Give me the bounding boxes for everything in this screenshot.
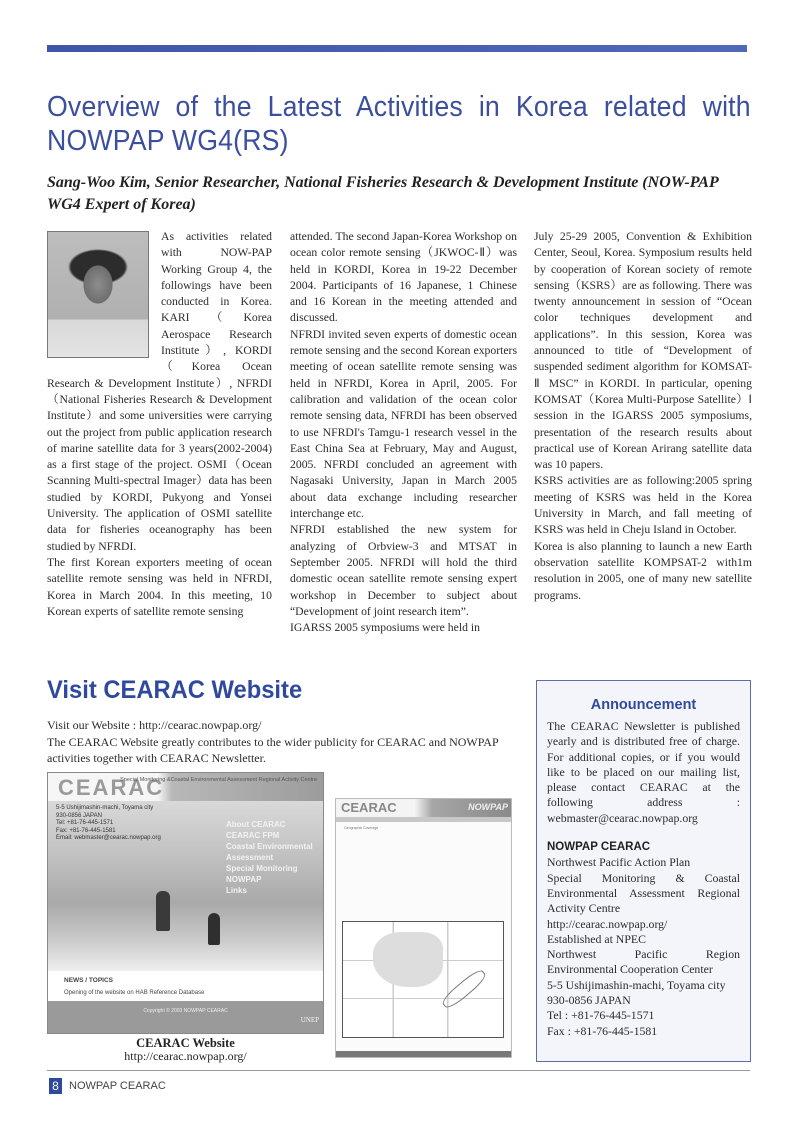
menu-item: NOWPAP: [226, 875, 262, 884]
screenshot-news: NEWS / TOPICS Opening of the website on HAB Reference Database: [64, 977, 205, 996]
article-paragraph: July 25-29 2005, Convention & Exhibition Center, Seoul, Korea. Symposium results held by cooperation of Korean society of remote sensing（KSRS）are as following. There was twenty announcement in session of “Ocean color techniques development and applications”. In this session, Korea was announced to title of “Development of suspended sediment algorithm for KOMSAT-Ⅱ MSC” in KORDI. In particular, opening KOMSAT（Korea Multi-Purpose Satellite）Ⅰ session in the IGARSS 2005 symposiums, presentation of the research results about practical use of Korean Arirang satellite data was 10 papers.: [534, 230, 752, 472]
article-column-2: [290, 229, 517, 636]
screenshot-header: [48, 773, 323, 801]
screenshot-footer: [336, 1051, 511, 1057]
screenshot-footer: Copyright © 2003 NOWPAP CEARAC UNEP: [48, 1001, 323, 1033]
screenshot-menu: [226, 819, 323, 896]
website-screenshot-map: [335, 798, 512, 1058]
visit-url-line: Visit our Website : http://cearac.nowpap.org/: [47, 718, 262, 732]
visit-text-line: The CEARAC Website greatly contributes to the wider publicity for CEARAC and NOWPAP activities together with CEARAC Newsletter.: [47, 734, 499, 765]
announcement-box: [536, 680, 751, 1062]
header-accent-bar: [47, 45, 747, 52]
organization-tel: Tel : +81-76-445-1571: [547, 1008, 655, 1023]
article-paragraph: attended. The second Japan-Korea Workshop on ocean color remote sensing（JKWOC-Ⅱ）was held in KORDI, Korea in 19-22 December 2004. Participants of 16 Japanese, 1 Chinese and 16 Korean in the meeting attended and discussed.: [290, 230, 517, 325]
publication-name: NOWPAP CEARAC: [69, 1080, 166, 1092]
cearac-logo: CEARAC: [341, 800, 397, 815]
organization-contact: NOWPAP CEARAC Northwest Pacific Action Plan Special Monitoring & Coastal Environmental Assessment Regional Activity Centre http://cearac.nowpap.org/ Established at NPEC Northwest Pacific Region Environmental Cooperation Center 5-5 Ushijimashin-machi, Toyama city 930-0856 JAPAN Tel : +81-76-445-1571 Fax : +81-76-445-1581: [547, 841, 740, 1038]
visit-section-title: Visit CEARAC Website: [47, 676, 303, 704]
map-landmass: [373, 932, 443, 987]
menu-item: CEARAC FPM: [226, 831, 280, 840]
nowpap-logo: NOWPAP: [468, 802, 508, 812]
article-paragraph: IGARSS 2005 symposiums were held in: [290, 621, 480, 635]
menu-item: Special Monitoring: [226, 864, 298, 873]
menu-item: Links: [226, 886, 247, 895]
organization-fax: Fax : +81-76-445-1581: [547, 1023, 658, 1038]
unep-logo: UNEP: [300, 1016, 319, 1024]
article-paragraph: KSRS activities are as following:2005 spring meeting of KSRS was held in the Korea University in March, and fall meeting of KSRS was held in Cheju Island in October.: [534, 474, 752, 537]
page-footer: [49, 1078, 166, 1094]
menu-item: Coastal Environmental Assessment: [226, 842, 313, 862]
visit-description: [47, 717, 517, 767]
region-map: [342, 921, 504, 1038]
organization-name: NOWPAP CEARAC: [547, 841, 651, 854]
footer-divider: [47, 1070, 750, 1071]
announcement-text: The CEARAC Newsletter is published yearly and is distributed free of charge. For additional copies, or if you would like to be placed on our mailing list, please contact CEARAC at the following address : webmaster@cearac.nowpap.org: [547, 719, 740, 825]
screenshot-header: [336, 799, 511, 817]
article-paragraph: Korea is also planning to launch a new Earth observation satellite KOMPSAT-2 with1m resolution in 2005, one of many new satellite programs.: [534, 539, 752, 602]
article-paragraph: The first Korean exporters meeting of ocean satellite remote sensing was held in NFRDI, Korea in March 2004. In this meeting, 10 Korean experts of satellite remote sensing: [47, 555, 272, 618]
article-paragraph: NFRDI established the new system for analyzing of Orbview-3 and MTSAT in September 2005. NFRDI will hold the third domestic ocean satellite remote sensing expert workshop in December to subject about “Development of joint research item”.: [290, 523, 517, 618]
screenshot-body: Geographic Coverage: [344, 826, 379, 830]
website-screenshot-home: [47, 772, 324, 1034]
announcement-title: Announcement: [590, 697, 697, 713]
screenshot-address: 5-5 Ushijimashin-machi, Toyama city 930-0856 JAPAN Tel: +81-76-445-1571 Fax: +81-76-445-1581 Email: webmaster@cearac.nowpap.org: [56, 805, 161, 841]
screenshot-caption: CEARAC Website http://cearac.nowpap.org/: [124, 1036, 247, 1063]
screenshot-hero-image: [48, 801, 323, 971]
cearac-tagline: Special Monitoring &Coastal Environmental Assessment Regional Activity Centre: [120, 777, 317, 783]
page-number: 8: [49, 1078, 62, 1094]
article-byline: Sang-Woo Kim, Senior Researcher, National Fisheries Research & Development Institute (NOW-PAP WG4 Expert of Korea): [47, 174, 719, 213]
article-column-1: [47, 229, 272, 620]
article-column-3: [534, 229, 752, 604]
article-title: Overview of the Latest Activities in Korea related with NOWPAP WG4(RS): [47, 91, 751, 157]
organization-url: http://cearac.nowpap.org/: [547, 916, 668, 931]
child-figure: [156, 891, 170, 931]
child-figure: [208, 913, 220, 945]
author-photo: [47, 231, 149, 358]
article-paragraph: NFRDI invited seven experts of domestic ocean remote sensing and the second Korean exporters meeting of ocean satellite remote sensing was held in NFRDI, Korea in April, 2005. For calibration and validation of the ocean color remote sensing data, NFRDI has been observed to use NFRDI's Tamgu-1 research vessel in the East China Sea at February, May and August, 2005. NFRDI concluded an agreement with Nagasaki University, Japan in March 2005 about data exchange including researcher interchange etc.: [290, 327, 517, 521]
article-paragraph: As activities related with NOW-PAP Working Group 4, the followings have been conducted in Korea. KARI（Korea Aerospace Research Institute）, KORDI（Korea Ocean Research & Development Institute）, NFRDI（National Fisheries Research & Development Institute）and some universities were carrying out the project from public application research of marine satellite data for 3 years(2002-2004) as a first stage of the project. OSMI（Ocean Scanning Multi-spectral Imager）data has been studied by KORDI, Pukyong and Yonsei University. The application of OSMI satellite data for fisheries oceanography has been studied by NFRDI.: [47, 230, 272, 553]
menu-item: About CEARAC: [226, 820, 286, 829]
map-japan: [440, 967, 489, 1011]
cearac-logo: CEARAC: [58, 775, 165, 800]
